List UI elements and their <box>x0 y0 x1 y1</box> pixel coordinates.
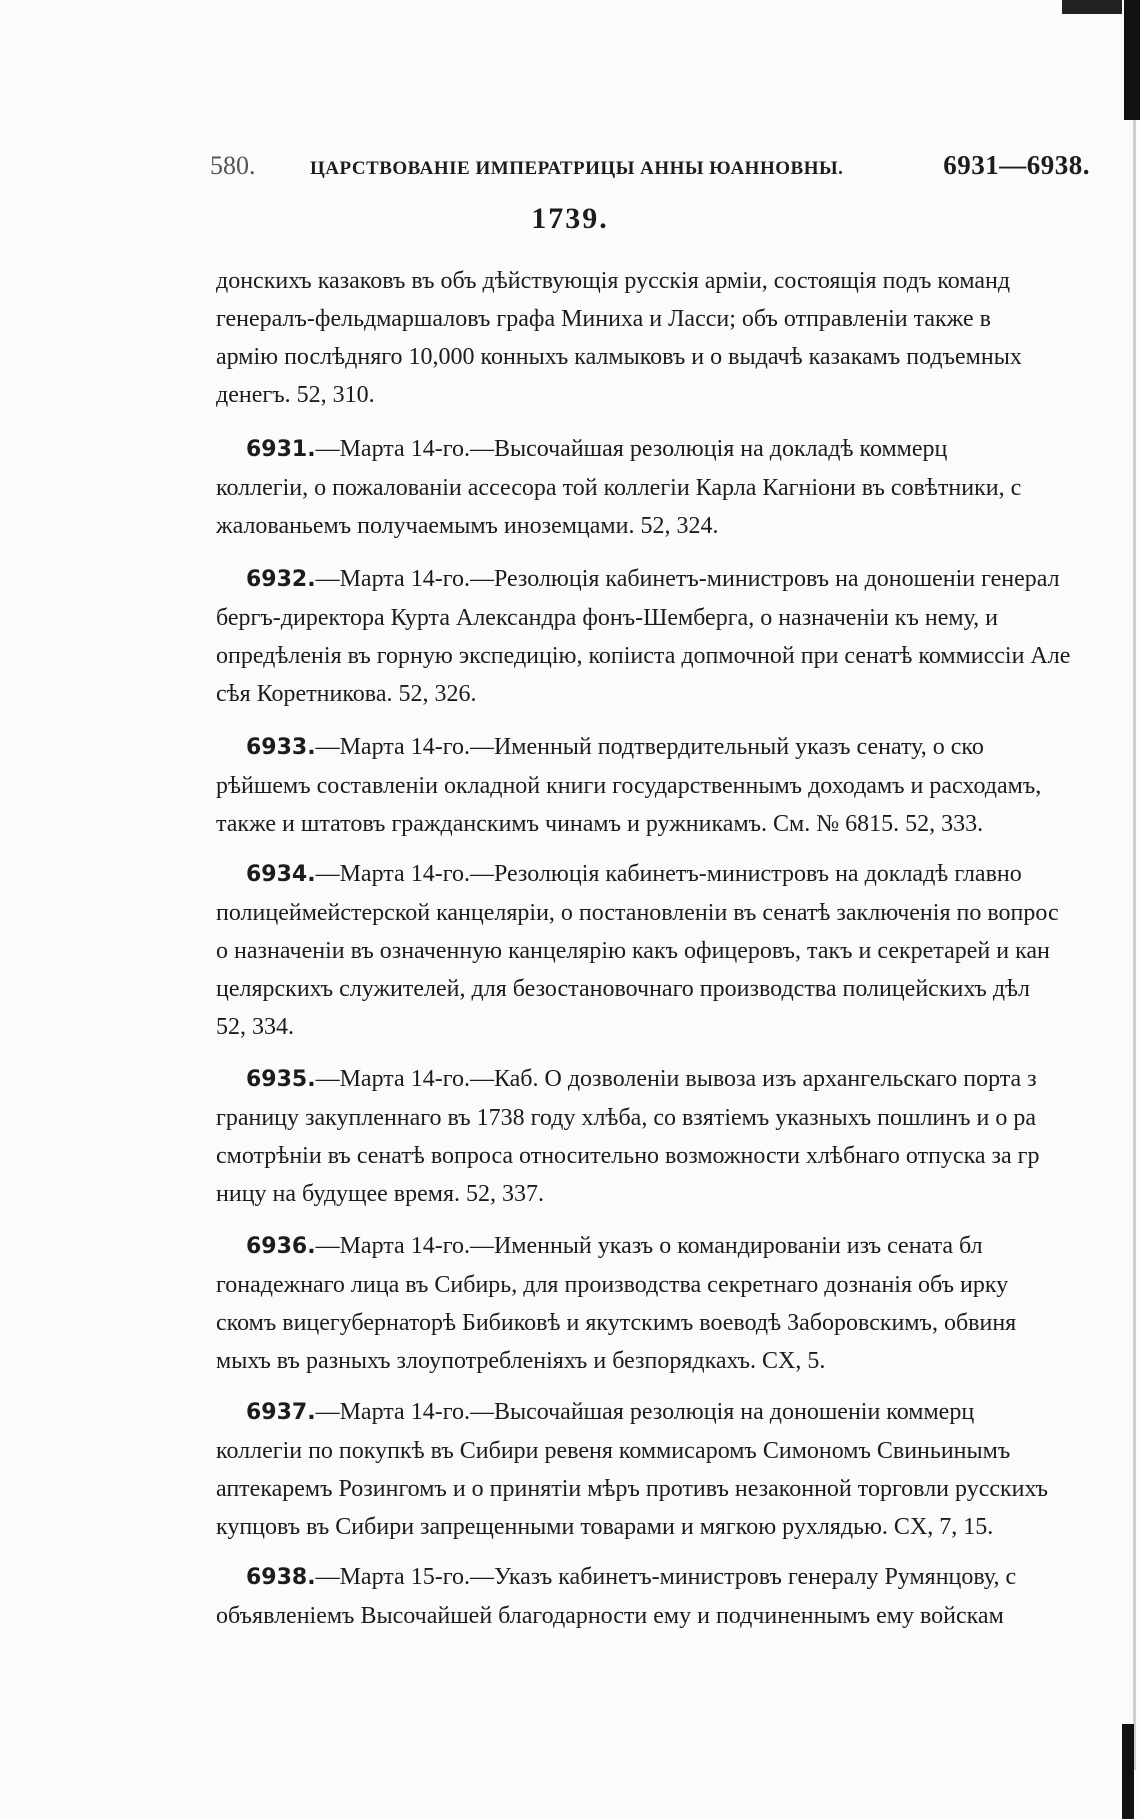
text-line: —Марта 14-го.—Именный указъ о командированіи изъ сената бл <box>315 1233 983 1259</box>
entry-6933 <box>216 728 1116 843</box>
scan-edge-line <box>1133 120 1136 1770</box>
text-line: донскихъ казаковъ въ объ дѣйствующія русскія арміи, состоящія подъ команд <box>216 268 1011 294</box>
page-number: 580. <box>210 151 256 180</box>
text-line: гонадежнаго лица въ Сибирь, для производства секретнаго дознанія объ ирку <box>216 1272 1009 1298</box>
text-line: —Марта 14-го.—Высочайшая резолюція на доношеніи коммерц <box>315 1399 975 1425</box>
year-heading: 1739. <box>531 202 609 235</box>
text-line: ницу на будущее время. 52, 337. <box>216 1181 545 1207</box>
text-line: о назначеніи въ означенную канцелярію какъ офицеровъ, такъ и секретарей и кан <box>216 938 1050 964</box>
scan-edge-artifact <box>1122 1724 1134 1819</box>
text-line: также и штатовъ гражданскимъ чинамъ и ружникамъ. См. № 6815. 52, 333. <box>216 811 984 837</box>
text-line: —Марта 14-го.—Именный подтвердительный указъ сенату, о ско <box>315 734 984 760</box>
text-line: жалованьемъ получаемымъ иноземцами. 52, 324. <box>216 513 719 539</box>
entry-number: 6934. <box>246 862 316 887</box>
text-line: объявленіемъ Высочайшей благодарности ему и подчиненнымъ ему войскам <box>216 1603 1004 1629</box>
text-line: —Марта 14-го.—Резолюція кабинетъ-министровъ на докладѣ главно <box>315 861 1022 887</box>
entry-6938 <box>216 1558 1116 1635</box>
text-line: 52, 334. <box>216 1014 294 1040</box>
text-line: скомъ вицегубернаторѣ Бибиковѣ и якутскимъ воеводѣ Заборовскимъ, обвиня <box>216 1310 1017 1336</box>
text-line: денегъ. 52, 310. <box>216 382 375 408</box>
text-line: —Марта 15-го.—Указъ кабинетъ-министровъ генералу Румянцову, с <box>315 1564 1017 1590</box>
entry-6935 <box>216 1060 1116 1213</box>
text-line: генералъ-фельдмаршаловъ графа Миниха и Ласси; объ отправленіи также в <box>216 306 991 332</box>
text-line: рѣйшемъ составленіи окладной книги государственнымъ доходамъ и расходамъ, <box>216 773 1042 799</box>
text-line: коллегіи по покупкѣ въ Сибири ревеня коммисаромъ Симономъ Свиньинымъ <box>216 1438 1011 1464</box>
entry-number: 6938. <box>246 1565 316 1590</box>
text-line: коллегіи, о пожалованіи ассесора той коллегіи Карла Кагніони въ совѣтники, с <box>216 475 1022 501</box>
scan-edge-artifact <box>1124 0 1140 120</box>
entry-number: 6935. <box>246 1067 316 1092</box>
text-line: полицеймейстерской канцеляріи, о постановленіи въ сенатѣ заключенія по вопрос <box>216 900 1059 926</box>
entry-number: 6933. <box>246 735 316 760</box>
text-line: —Марта 14-го.—Каб. О дозволеніи вывоза изъ архангельскаго порта з <box>315 1066 1037 1092</box>
entry-6931 <box>216 430 1116 545</box>
entry-6936 <box>216 1227 1116 1380</box>
text-line: бергъ-директора Курта Александра фонъ-Шемберга, о назначеніи къ нему, и <box>216 605 998 631</box>
intro-paragraph <box>216 262 1116 414</box>
text-line: мыхъ въ разныхъ злоупотребленіяхъ и безпорядкахъ. CX, 5. <box>216 1348 826 1374</box>
text-line: опредѣленія въ горную экспедицію, копіиста допмочной при сенатѣ коммиссіи Але <box>216 643 1071 669</box>
text-line: купцовъ въ Сибири запрещенными товарами и мягкою рухлядью. CX, 7, 15. <box>216 1514 994 1540</box>
text-line: сѣя Коретникова. 52, 326. <box>216 681 477 707</box>
text-line: —Марта 14-го.—Высочайшая резолюція на докладѣ коммерц <box>315 436 948 462</box>
text-line: армію послѣдняго 10,000 конныхъ калмыковъ и о выдачѣ казакамъ подъемных <box>216 344 1022 370</box>
page-header <box>210 150 1090 190</box>
entry-6932 <box>216 560 1116 713</box>
text-line: границу закупленнаго въ 1738 году хлѣба, со взятіемъ указныхъ пошлинъ и о ра <box>216 1105 1037 1131</box>
running-title: ЦАРСТВОВАНІЕ ИМПЕРАТРИЦЫ АННЫ ЮАННОВНЫ. <box>310 158 844 179</box>
text-line: аптекаремъ Розингомъ и о принятіи мѣръ противъ незаконной торговли русскихъ <box>216 1476 1049 1502</box>
text-line: —Марта 14-го.—Резолюція кабинетъ-министровъ на доношеніи генерал <box>315 566 1060 592</box>
entry-range: 6931—6938. <box>943 150 1090 180</box>
entry-number: 6937. <box>246 1400 316 1425</box>
entry-number: 6932. <box>246 567 316 592</box>
text-line: целярскихъ служителей, для безостановочнаго производства полицейскихъ дѣл <box>216 976 1031 1002</box>
scan-edge-artifact <box>1062 0 1122 14</box>
entry-6937 <box>216 1393 1116 1546</box>
text-line: смотрѣніи въ сенатѣ вопроса относительно возможности хлѣбнаго отпуска за гр <box>216 1143 1040 1169</box>
entry-number: 6931. <box>246 437 316 462</box>
entry-6934 <box>216 855 1116 1046</box>
entry-number: 6936. <box>246 1234 316 1259</box>
